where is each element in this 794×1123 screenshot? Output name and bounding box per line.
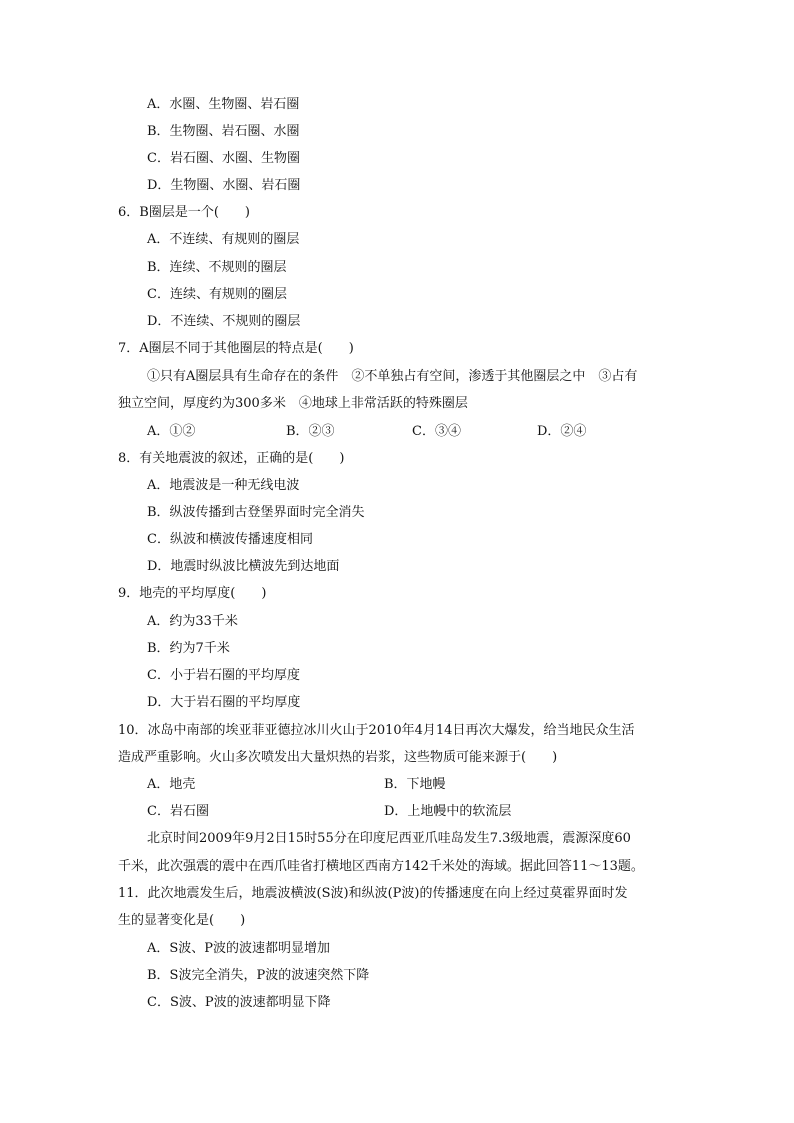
- material-line2: 千米，此次强震的震中在西爪哇省打横地区西南方142千米处的海域。据此回答11～13题。: [118, 859, 644, 874]
- q9-option-a: A．约为33千米: [147, 614, 238, 629]
- q7-stem: 7．A圈层不同于其他圈层的特点是( ): [118, 341, 354, 356]
- q5-option-b: B．生物圈、岩石圈、水圈: [147, 124, 300, 139]
- q9-stem: 9．地壳的平均厚度( ): [118, 586, 267, 601]
- q8-option-b: B．纵波传播到古登堡界面时完全消失: [147, 505, 365, 520]
- q7-option-b: B．②③: [286, 424, 335, 439]
- q7-statements-line2: 独立空间，厚度约为300多米 ④地球上非常活跃的特殊圈层: [118, 396, 468, 411]
- q5-option-a: A．水圈、生物圈、岩石圈: [147, 97, 300, 112]
- q7-statements-line1: ①只有A圈层具有生命存在的条件 ②不单独占有空间，渗透于其他圈层之中 ③占有: [147, 369, 638, 384]
- q7-option-c: C．③④: [412, 424, 461, 439]
- q8-option-a: A．地震波是一种无线电波: [147, 478, 300, 493]
- q7-option-d: D．②④: [537, 424, 587, 439]
- q8-option-c: C．纵波和横波传播速度相同: [147, 532, 313, 547]
- q9-option-b: B．约为7千米: [147, 641, 230, 656]
- q6-option-d: D．不连续、不规则的圈层: [147, 314, 301, 329]
- q11-stem-line1: 11．此次地震发生后，地震波横波(S波)和纵波(P波)的传播速度在向上经过莫霍界面时发: [118, 886, 628, 901]
- q6-stem: 6．B圈层是一个( ): [118, 205, 250, 220]
- q6-option-a: A．不连续、有规则的圈层: [147, 232, 300, 247]
- q5-option-c: C．岩石圈、水圈、生物圈: [147, 151, 300, 166]
- q6-option-b: B．连续、不规则的圈层: [147, 260, 287, 275]
- q11-stem-line2: 生的显著变化是( ): [118, 913, 246, 928]
- q11-option-b: B．S波完全消失，P波的波速突然下降: [147, 968, 370, 983]
- q10-stem-line2: 造成严重影响。火山多次喷发出大量炽热的岩浆，这些物质可能来源于( ): [118, 750, 558, 765]
- q8-option-d: D．地震时纵波比横波先到达地面: [147, 559, 340, 574]
- material-line1: 北京时间2009年9月2日15时55分在印度尼西亚爪哇岛发生7.3级地震，震源深度60: [147, 831, 631, 846]
- q10-option-a: A．地壳: [147, 777, 196, 792]
- q10-option-b: B．下地幔: [384, 777, 446, 792]
- q10-option-d: D．上地幔中的软流层: [384, 804, 512, 819]
- q8-stem: 8．有关地震波的叙述，正确的是( ): [118, 451, 345, 466]
- q9-option-c: C．小于岩石圈的平均厚度: [147, 668, 300, 683]
- q11-option-a: A．S波、P波的波速都明显增加: [147, 941, 331, 956]
- q10-stem-line1: 10．冰岛中南部的埃亚菲亚德拉冰川火山于2010年4月14日再次大爆发，给当地民众生活: [118, 723, 635, 738]
- q5-option-d: D．生物圈、水圈、岩石圈: [147, 178, 301, 193]
- q10-option-c: C．岩石圈: [147, 804, 209, 819]
- q7-option-a: A．①②: [147, 424, 196, 439]
- q11-option-c: C．S波、P波的波速都明显下降: [147, 995, 331, 1010]
- q6-option-c: C．连续、有规则的圈层: [147, 287, 287, 302]
- q9-option-d: D．大于岩石圈的平均厚度: [147, 695, 301, 710]
